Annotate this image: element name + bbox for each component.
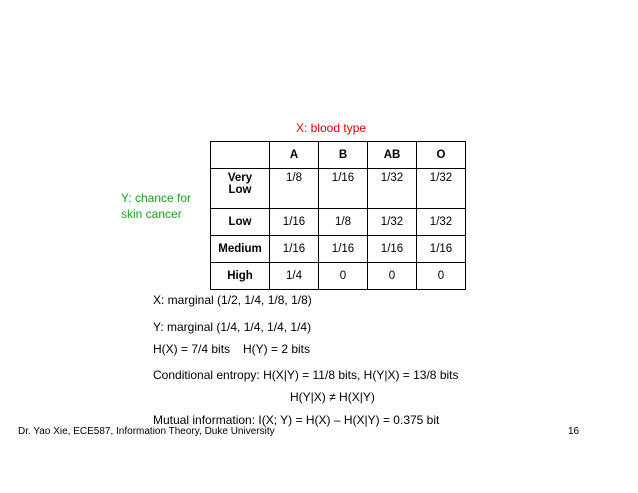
table-cell: 0: [417, 263, 466, 290]
column-header-ab: AB: [368, 142, 417, 169]
page-number: 16: [568, 426, 580, 437]
y-axis-label: [121, 190, 191, 222]
table-row-high: [211, 263, 466, 290]
table-cell: 1/16: [270, 209, 319, 236]
table-header-row: [211, 142, 466, 169]
table-row-very-low: [211, 169, 466, 209]
table-cell: 1/16: [319, 169, 368, 209]
row-header-very-low: [211, 169, 270, 209]
y-marginal-text: Y: marginal (1/4, 1/4, 1/4, 1/4): [153, 320, 312, 334]
row-header-high: High: [211, 263, 270, 290]
table-cell: 0: [368, 263, 417, 290]
row-header-low: Low: [211, 209, 270, 236]
table-cell: 1/16: [417, 236, 466, 263]
column-header-b: B: [319, 142, 368, 169]
row-header-line1: Very: [227, 172, 253, 184]
footer-author: Dr. Yao Xie, ECE587, Information Theory, Duke University: [18, 426, 275, 437]
table-cell: 1/32: [417, 169, 466, 209]
y-axis-label-line1: Y: chance for: [121, 191, 192, 205]
table-corner-cell: [211, 142, 270, 169]
table-cell: 1/16: [368, 236, 417, 263]
entropy-x-text: H(X) = 7/4 bits: [153, 342, 231, 356]
table-cell: 0: [319, 263, 368, 290]
y-axis-label-line2: skin cancer: [121, 207, 182, 221]
column-header-o: O: [417, 142, 466, 169]
mutual-information-text: Mutual information: I(X; Y) = H(X) – H(X|Y) = 0.375 bit: [153, 413, 440, 427]
table-cell: 1/16: [319, 236, 368, 263]
table-cell: 1/16: [270, 236, 319, 263]
table-cell: 1/4: [270, 263, 319, 290]
table-row-medium: [211, 236, 466, 263]
table-cell: 1/32: [368, 169, 417, 209]
table-cell: 1/32: [368, 209, 417, 236]
table-cell: 1/8: [319, 209, 368, 236]
table-cell: 1/32: [417, 209, 466, 236]
entropy-y-text: H(Y) = 2 bits: [243, 342, 311, 356]
table-cell: 1/8: [270, 169, 319, 209]
x-axis-label: X: blood type: [296, 121, 367, 135]
conditional-entropy-text: Conditional entropy: H(X|Y) = 11/8 bits, H(Y|X) = 13/8 bits: [153, 368, 459, 382]
row-header-line2: Low: [228, 184, 252, 196]
inequality-text: H(Y|X) ≠ H(X|Y): [290, 390, 375, 404]
column-header-a: A: [270, 142, 319, 169]
row-header-medium: Medium: [211, 236, 270, 263]
x-marginal-text: X: marginal (1/2, 1/4, 1/8, 1/8): [153, 293, 312, 307]
table-row-low: [211, 209, 466, 236]
joint-distribution-table: [210, 141, 466, 290]
